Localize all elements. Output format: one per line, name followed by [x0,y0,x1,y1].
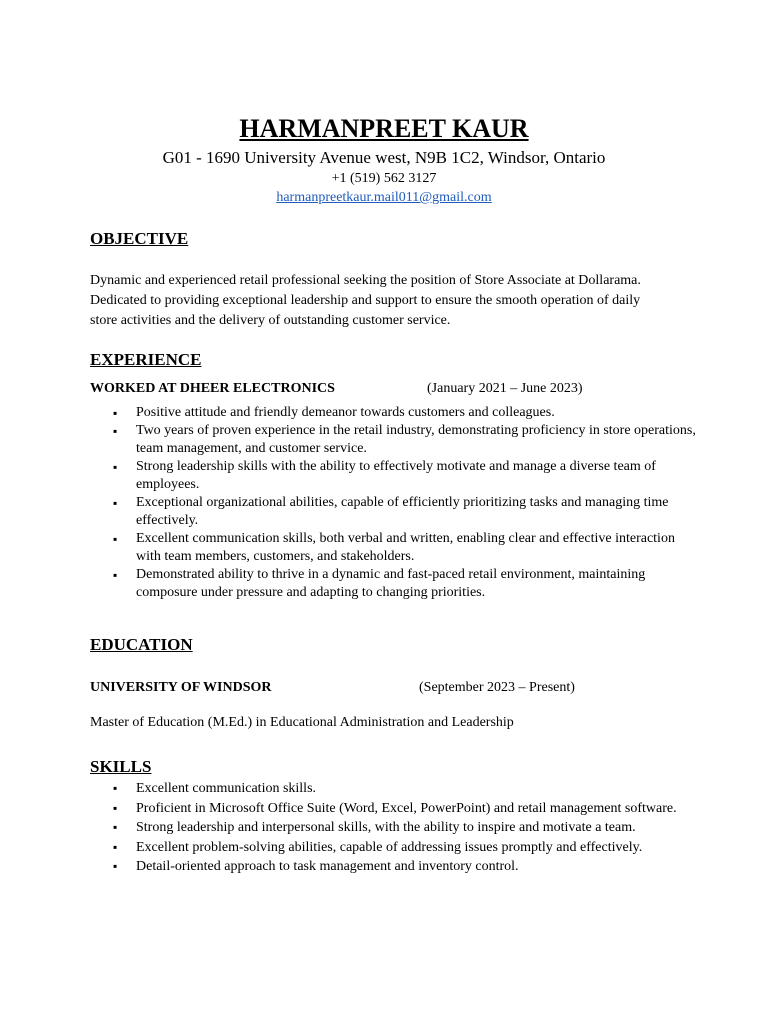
objective-heading: OBJECTIVE [90,229,189,248]
candidate-name: HARMANPREET KAUR [239,114,529,143]
email-link[interactable]: harmanpreetkaur.mail011@gmail.com [276,190,492,205]
skills-bullets [0,779,696,877]
address: G01 - 1690 University Avenue west, N9B 1C2, Windsor, Ontario [162,148,606,167]
experience-bullet: ▪ Positive attitude and friendly demeanor towards customers and colleagues. [0,404,696,422]
education-org: UNIVERSITY OF WINDSOR [90,680,272,695]
experience-heading: EXPERIENCE [90,350,202,369]
experience-bullet: ▪ Exceptional organizational abilities, capable of efficiently prioritizing tasks and managing time effectively. [0,494,696,530]
experience-bullet: ▪ Strong leadership skills with the ability to effectively motivate and manage a diverse team of employees. [0,458,696,494]
experience-bullet: ▪ Excellent communication skills, both verbal and written, enabling clear and effective interaction with team members, customers, and stakeholders. [0,530,696,566]
email-line [0,189,768,206]
skills-bullet: ▪ Excellent communication skills. [0,779,696,799]
education-dates: (September 2023 – Present) [419,680,575,695]
skills-bullet: ▪ Proficient in Microsoft Office Suite (Word, Excel, PowerPoint) and retail management software. [0,799,696,819]
education-heading: EDUCATION [90,635,193,654]
experience-entry [90,380,583,398]
education-entry [90,679,575,697]
experience-bullets [0,404,696,602]
education-degree: Master of Education (M.Ed.) in Educational Administration and Leadership [90,715,514,730]
skills-heading: SKILLS [90,757,152,776]
experience-org: WORKED AT DHEER ELECTRONICS [90,381,335,396]
skills-bullet: ▪ Strong leadership and interpersonal skills, with the ability to inspire and motivate a team. [0,818,696,838]
experience-bullet: ▪ Demonstrated ability to thrive in a dynamic and fast-paced retail environment, maintaining composure under pressure and adapting to changing priorities. [0,566,696,602]
skills-bullet: ▪ Detail-oriented approach to task management and inventory control. [0,857,696,877]
experience-dates: (January 2021 – June 2023) [427,381,583,396]
objective-text: Dynamic and experienced retail professional seeking the position of Store Associate at Dollarama. Dedicated to providing exceptional leadership and support to ensure the smooth operation of daily store activities and the delivery of outstanding customer service. [90,273,641,328]
skills-bullet: ▪ Excellent problem-solving abilities, capable of addressing issues promptly and effectively. [0,838,696,858]
phone-number: +1 (519) 562 3127 [331,171,437,186]
experience-bullet: ▪ Two years of proven experience in the retail industry, demonstrating proficiency in store operations, team management, and customer service. [0,422,696,458]
